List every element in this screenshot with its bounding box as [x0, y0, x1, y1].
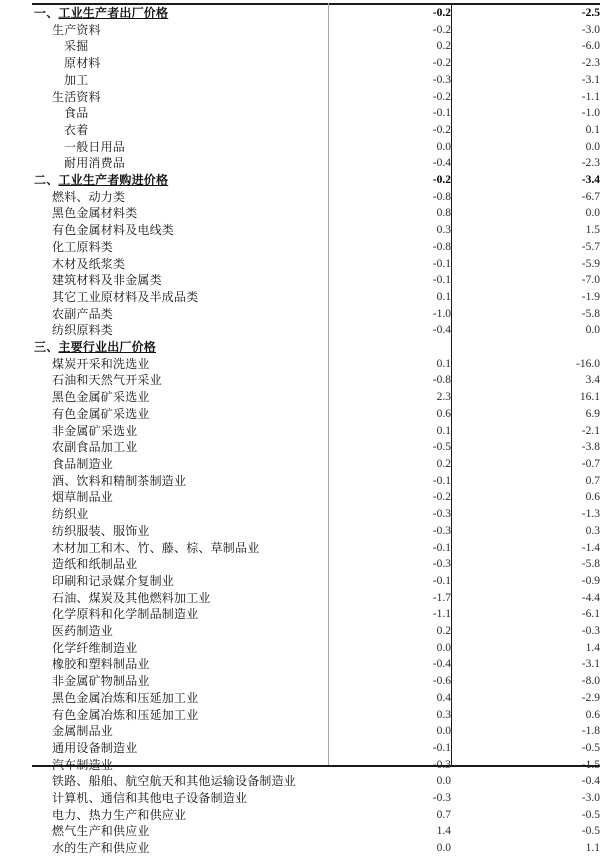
row-label: 加工 — [64, 72, 89, 87]
table-row — [0, 740, 600, 757]
table-row — [0, 205, 600, 222]
row-label: 一般日用品 — [64, 139, 126, 154]
value-year-on-year: 3.4 — [585, 374, 600, 387]
row-label: 原材料 — [64, 56, 101, 71]
row-label: 有色金属冶炼和压延加工业 — [52, 707, 199, 722]
price-index-table — [0, 5, 600, 857]
table-row — [0, 356, 600, 373]
table-row — [0, 840, 600, 857]
value-month-on-month: -1.0 — [432, 307, 451, 320]
section-marker: 二、 — [34, 173, 59, 188]
value-year-on-year: -0.3 — [581, 625, 600, 638]
value-month-on-month: -0.1 — [432, 257, 451, 270]
value-month-on-month: 2.3 — [436, 391, 451, 404]
value-year-on-year: -5.8 — [581, 307, 600, 320]
table-row — [0, 22, 600, 39]
value-month-on-month: 0.2 — [436, 625, 451, 638]
value-month-on-month: -0.2 — [432, 123, 451, 136]
table-row — [0, 439, 600, 456]
section-heading-label — [0, 172, 328, 189]
value-month-on-month: 0.8 — [436, 207, 451, 220]
value-month-on-month: -0.2 — [432, 23, 451, 36]
row-label: 建筑材料及非金属类 — [52, 273, 162, 288]
value-month-on-month: -0.1 — [432, 574, 451, 587]
row-label: 黑色金属冶炼和压延加工业 — [52, 690, 199, 705]
row-label: 其它工业原材料及半成品类 — [52, 289, 199, 304]
table-row — [0, 406, 600, 423]
table-section-row — [0, 172, 600, 189]
value-year-on-year — [451, 339, 600, 356]
row-label: 煤炭开采和洗选业 — [52, 356, 150, 371]
value-year-on-year: -6.7 — [581, 190, 600, 203]
table-row — [0, 139, 600, 156]
value-year-on-year: 0.0 — [585, 324, 600, 337]
value-year-on-year: -1.5 — [581, 758, 600, 771]
value-year-on-year: -6.0 — [581, 40, 600, 53]
value-month-on-month: -0.4 — [432, 157, 451, 170]
value-month-on-month: -0.1 — [432, 541, 451, 554]
value-year-on-year: -1.3 — [581, 508, 600, 521]
row-label: 农副产品类 — [52, 306, 114, 321]
row-label: 黑色金属材料类 — [52, 206, 138, 221]
row-label: 橡胶和塑料制品业 — [52, 657, 150, 672]
table-row — [0, 606, 600, 623]
section-marker: 一、 — [34, 6, 59, 20]
value-year-on-year: 0.7 — [585, 474, 600, 487]
row-label: 农副食品加工业 — [52, 440, 138, 455]
value-year-on-year: -3.8 — [581, 441, 600, 454]
row-label: 有色金属矿采选业 — [52, 406, 150, 421]
row-label: 木材加工和木、竹、藤、棕、草制品业 — [52, 540, 260, 555]
value-month-on-month: 0.0 — [436, 641, 451, 654]
value-year-on-year: 0.6 — [585, 491, 600, 504]
row-label: 衣着 — [64, 122, 89, 137]
value-month-on-month: -1.1 — [432, 608, 451, 621]
row-label: 医药制造业 — [52, 624, 114, 639]
value-year-on-year: -3.1 — [581, 73, 600, 86]
table-row — [0, 306, 600, 323]
row-label: 生产资料 — [52, 22, 101, 37]
row-label: 非金属矿物制品业 — [52, 674, 150, 689]
value-month-on-month: 0.6 — [436, 407, 451, 420]
section-heading-label — [0, 339, 328, 356]
table-row — [0, 656, 600, 673]
value-year-on-year: -2.3 — [581, 157, 600, 170]
value-month-on-month: -0.1 — [432, 274, 451, 287]
row-label: 印刷和记录媒介复制业 — [52, 573, 175, 588]
row-label: 采掘 — [64, 39, 89, 54]
table-row — [0, 790, 600, 807]
value-month-on-month: -0.2 — [432, 491, 451, 504]
value-year-on-year: -2.5 — [581, 7, 600, 19]
value-month-on-month: -0.2 — [432, 90, 451, 103]
value-year-on-year: -1.1 — [581, 90, 600, 103]
table-row — [0, 573, 600, 590]
value-month-on-month: -0.3 — [432, 758, 451, 771]
value-month-on-month: -0.4 — [432, 324, 451, 337]
table-row — [0, 523, 600, 540]
table-row — [0, 389, 600, 406]
value-year-on-year: -3.4 — [581, 174, 600, 187]
row-label: 纺织原料类 — [52, 323, 114, 338]
value-year-on-year: -0.7 — [581, 457, 600, 470]
table-row — [0, 372, 600, 389]
value-year-on-year: 6.9 — [585, 407, 600, 420]
value-month-on-month: 1.4 — [436, 825, 451, 838]
table-row — [0, 289, 600, 306]
row-label: 电力、热力生产和供应业 — [52, 807, 187, 822]
value-year-on-year: 0.1 — [585, 123, 600, 136]
table-row — [0, 556, 600, 573]
value-month-on-month: -0.1 — [432, 741, 451, 754]
row-label: 通用设备制造业 — [52, 740, 138, 755]
row-label: 耐用消费品 — [64, 156, 126, 171]
row-label: 汽车制造业 — [52, 757, 114, 772]
value-year-on-year: -4.4 — [581, 591, 600, 604]
value-year-on-year: -8.0 — [581, 675, 600, 688]
value-month-on-month: -0.8 — [432, 190, 451, 203]
section-marker: 三、 — [34, 340, 59, 355]
table-row — [0, 122, 600, 139]
table-row — [0, 423, 600, 440]
value-year-on-year: 1.1 — [585, 842, 600, 855]
table-section-row — [0, 339, 600, 356]
row-label: 燃料、动力类 — [52, 189, 126, 204]
table-section-row — [0, 5, 600, 22]
value-month-on-month: -0.3 — [432, 524, 451, 537]
row-label: 造纸和纸制品业 — [52, 557, 138, 572]
table-row — [0, 757, 600, 774]
table-row — [0, 89, 600, 106]
value-year-on-year: -7.0 — [581, 274, 600, 287]
value-month-on-month: 0.0 — [436, 725, 451, 738]
row-label: 铁路、船舶、航空航天和其他运输设备制造业 — [52, 774, 297, 789]
row-label: 非金属矿采选业 — [52, 423, 138, 438]
table-row — [0, 272, 600, 289]
value-month-on-month: -0.5 — [432, 441, 451, 454]
section-title: 主要行业出厂价格 — [58, 340, 157, 355]
row-label: 石油和天然气开采业 — [52, 373, 162, 388]
value-year-on-year: 0.6 — [585, 708, 600, 721]
table-row — [0, 322, 600, 339]
value-month-on-month: -0.2 — [432, 57, 451, 70]
value-month-on-month: -0.4 — [432, 658, 451, 671]
value-month-on-month: 0.0 — [436, 140, 451, 153]
value-month-on-month: -0.8 — [432, 240, 451, 253]
table-row — [0, 55, 600, 72]
table-row — [0, 239, 600, 256]
value-year-on-year: 1.4 — [585, 641, 600, 654]
value-month-on-month: 0.2 — [436, 457, 451, 470]
value-year-on-year: -5.9 — [581, 257, 600, 270]
row-label: 化学原料和化学制品制造业 — [52, 607, 199, 622]
table-row — [0, 473, 600, 490]
value-year-on-year: -1.8 — [581, 725, 600, 738]
value-year-on-year: -1.9 — [581, 290, 600, 303]
table-row — [0, 823, 600, 840]
table-row — [0, 690, 600, 707]
row-label: 生活资料 — [52, 89, 101, 104]
value-month-on-month: 0.4 — [436, 691, 451, 704]
value-year-on-year: 0.3 — [585, 524, 600, 537]
table-row — [0, 222, 600, 239]
section-title: 工业生产者购进价格 — [58, 173, 169, 188]
value-month-on-month: 0.3 — [436, 224, 451, 237]
value-year-on-year: -3.1 — [581, 658, 600, 671]
value-year-on-year: -5.7 — [581, 240, 600, 253]
table-row — [0, 623, 600, 640]
row-label: 化学纤维制造业 — [52, 640, 138, 655]
row-label: 金属制品业 — [52, 724, 114, 739]
value-month-on-month: -0.3 — [432, 73, 451, 86]
table-row — [0, 540, 600, 557]
table-row — [0, 155, 600, 172]
value-year-on-year: -2.1 — [581, 424, 600, 437]
table-row — [0, 189, 600, 206]
table-row — [0, 489, 600, 506]
table-row — [0, 640, 600, 657]
value-month-on-month: -0.1 — [432, 107, 451, 120]
value-month-on-month: -0.3 — [432, 558, 451, 571]
table-row — [0, 456, 600, 473]
value-month-on-month: -0.8 — [432, 374, 451, 387]
value-year-on-year: -5.8 — [581, 558, 600, 571]
value-year-on-year: -1.0 — [581, 107, 600, 120]
row-label: 石油、煤炭及其他燃料加工业 — [52, 590, 211, 605]
row-label: 计算机、通信和其他电子设备制造业 — [52, 791, 248, 806]
row-label: 燃气生产和供应业 — [52, 824, 150, 839]
value-year-on-year: -16.0 — [576, 357, 600, 370]
table-row — [0, 807, 600, 824]
table-row — [0, 72, 600, 89]
value-month-on-month: 0.7 — [436, 808, 451, 821]
value-month-on-month: -0.6 — [432, 675, 451, 688]
value-month-on-month: 0.0 — [436, 775, 451, 788]
row-label: 化工原料类 — [52, 239, 114, 254]
value-year-on-year: -6.1 — [581, 608, 600, 621]
row-label: 烟草制品业 — [52, 490, 114, 505]
value-year-on-year: -2.3 — [581, 57, 600, 70]
row-label: 酒、饮料和精制茶制造业 — [52, 473, 187, 488]
value-month-on-month: -1.7 — [432, 591, 451, 604]
value-month-on-month — [328, 339, 451, 356]
value-month-on-month: 0.1 — [436, 424, 451, 437]
table-body — [0, 5, 600, 857]
value-month-on-month: -0.3 — [432, 792, 451, 805]
table-row — [0, 707, 600, 724]
value-year-on-year: -2.9 — [581, 691, 600, 704]
value-month-on-month: -0.1 — [432, 474, 451, 487]
row-label: 食品制造业 — [52, 456, 114, 471]
table-row — [0, 590, 600, 607]
value-year-on-year: -3.0 — [581, 792, 600, 805]
section-heading-label — [0, 5, 328, 22]
value-year-on-year: -0.9 — [581, 574, 600, 587]
value-year-on-year: -0.4 — [581, 775, 600, 788]
value-year-on-year: 0.0 — [585, 140, 600, 153]
value-month-on-month: -0.2 — [432, 7, 451, 19]
row-label: 有色金属材料及电线类 — [52, 223, 175, 238]
row-label: 木材及纸浆类 — [52, 256, 126, 271]
row-label: 纺织服装、服饰业 — [52, 523, 150, 538]
value-year-on-year: 16.1 — [579, 391, 600, 404]
row-label: 食品 — [64, 106, 89, 121]
row-label: 黑色金属矿采选业 — [52, 390, 150, 405]
value-month-on-month: 0.0 — [436, 842, 451, 855]
value-year-on-year: -0.5 — [581, 825, 600, 838]
value-year-on-year: -0.5 — [581, 741, 600, 754]
table-row — [0, 105, 600, 122]
value-year-on-year: -3.0 — [581, 23, 600, 36]
table-row — [0, 673, 600, 690]
section-title: 工业生产者出厂价格 — [58, 6, 169, 20]
row-label: 水的生产和供应业 — [52, 841, 150, 856]
table-row — [0, 723, 600, 740]
value-year-on-year: 1.5 — [585, 224, 600, 237]
value-month-on-month: 0.2 — [436, 40, 451, 53]
table-row — [0, 773, 600, 790]
row-label: 纺织业 — [52, 507, 89, 522]
value-month-on-month: 0.1 — [436, 357, 451, 370]
table-row — [0, 256, 600, 273]
table-row — [0, 38, 600, 55]
value-year-on-year: 0.0 — [585, 207, 600, 220]
value-month-on-month: 0.1 — [436, 290, 451, 303]
value-year-on-year: -1.4 — [581, 541, 600, 554]
value-month-on-month: -0.3 — [432, 508, 451, 521]
value-month-on-month: 0.3 — [436, 708, 451, 721]
value-month-on-month: -0.2 — [432, 174, 451, 187]
table-row — [0, 506, 600, 523]
value-year-on-year: -0.5 — [581, 808, 600, 821]
